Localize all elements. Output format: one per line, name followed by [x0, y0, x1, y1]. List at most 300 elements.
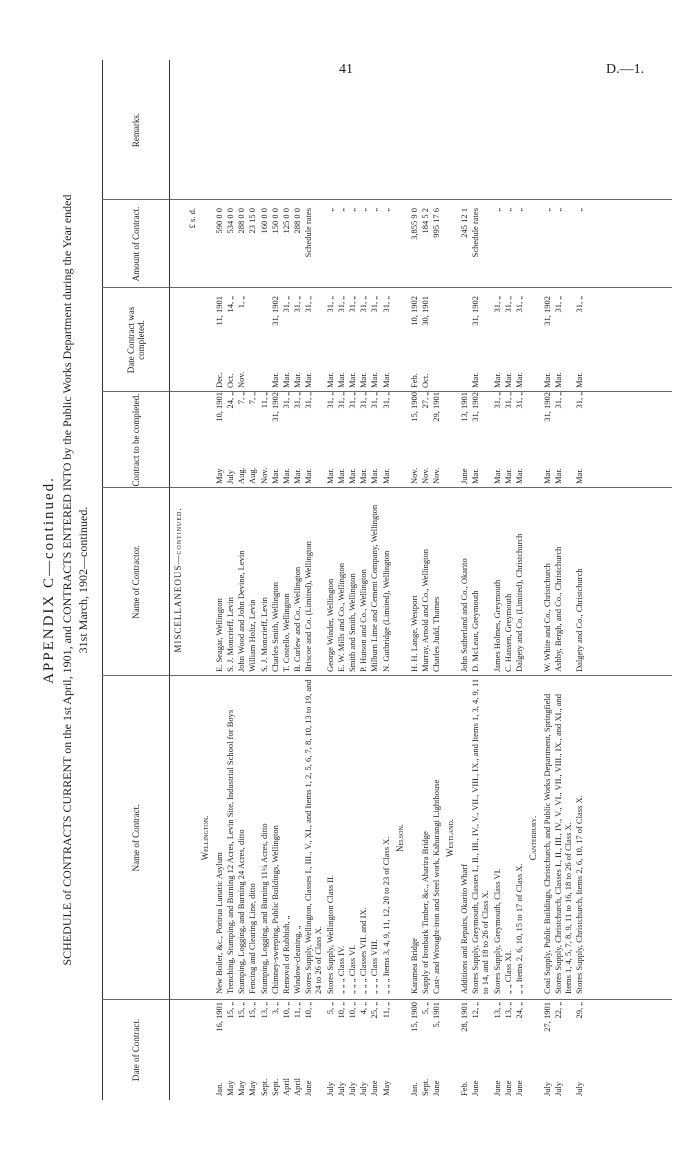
completed-cell: [503, 288, 513, 392]
contract-name: Stores Supply, Wellington, Classes I., III., V., XI., and Items 1, 2, 5, 6, 7, 8, 10, 13 to 19, and 24 to 26 of Class X.: [303, 679, 324, 994]
schedule-title: SCHEDULE of CONTRACTS CURRENT on the 1st April, 1901, and CONTRACTS ENTERED INTO by the Public Works Department during the Year ended: [60, 194, 74, 966]
date-cell: [336, 1000, 346, 1100]
page-code: D.—1.: [606, 62, 645, 77]
rotated-table-page: [40, 60, 680, 1100]
completed-month: Mar.: [303, 372, 314, 388]
date-day: 12, „: [470, 1002, 481, 1019]
to-complete-month: Mar.: [574, 468, 585, 484]
amount-cell: „: [491, 208, 502, 212]
table-row: [459, 60, 469, 1100]
to-complete-month: Aug.: [236, 467, 247, 484]
amount-cell: „: [335, 208, 346, 212]
contractor-name: T. Costello, Wellington: [280, 593, 291, 672]
date-cell: [542, 1000, 552, 1100]
completed-day: 14, „: [224, 296, 235, 313]
to-complete-day: 15, 1900: [408, 392, 419, 422]
date-day: 11, „: [380, 1002, 391, 1019]
amount-cell: 534 0 0: [224, 208, 235, 234]
to-complete-month: Mar.: [369, 468, 380, 484]
contract-name: Stores Supply, Christchurch, Classes I., II., III., IV., V., VI., VII., VIII., IX., and XI., and Items 1, 4, 5, 7, 8, 9, 11 to 16, 18 to 26 of Class X.: [553, 694, 574, 994]
to-complete-cell: [325, 392, 335, 488]
date-cell: [470, 1000, 480, 1100]
completed-day: 31, „: [553, 296, 564, 313]
date-month: Sept.: [269, 1078, 280, 1096]
completed-cell: [336, 288, 346, 392]
completed-cell: [574, 288, 584, 392]
to-complete-month: Mar.: [541, 468, 552, 484]
date-cell: [225, 1000, 235, 1100]
to-complete-cell: [459, 392, 469, 488]
table-row: [270, 60, 280, 1100]
to-complete-month: Mar.: [380, 468, 391, 484]
completed-month: Feb.: [408, 373, 419, 388]
contract-name: „ „ „ Classes VII. and IX.: [358, 907, 369, 994]
contractor-name: George Winder, Wellington: [324, 578, 335, 672]
to-complete-month: Nov.: [419, 467, 430, 484]
date-month: July: [574, 1081, 585, 1096]
table-row: [492, 60, 502, 1100]
date-cell: [503, 1000, 513, 1100]
completed-cell: [281, 288, 291, 392]
date-day: 10, „: [347, 1002, 358, 1019]
to-complete-day: 31, „: [303, 392, 314, 409]
contract-name: Stumping, Logging, and Burning 24 Acres, ditto: [236, 829, 247, 994]
completed-month: Mar.: [280, 372, 291, 388]
to-complete-month: Mar.: [513, 468, 524, 484]
contractor-name: P. Hutson and Co., Wellington: [358, 569, 369, 672]
completed-month: Mar.: [269, 372, 280, 388]
completed-month: Mar.: [358, 372, 369, 388]
table-row: [358, 60, 368, 1100]
amount-cell: 590 0 0: [213, 208, 224, 234]
date-month: July: [553, 1081, 564, 1096]
section-row: [197, 60, 214, 1100]
header-amount: [103, 200, 169, 288]
contract-name: „ „ Class XI.: [502, 950, 513, 994]
completed-cell: [347, 288, 357, 392]
table-row: [409, 60, 419, 1100]
completed-day: 31, „: [358, 296, 369, 313]
completed-month: Mar.: [347, 372, 358, 388]
to-complete-cell: [303, 392, 313, 488]
page-number: 41: [339, 62, 353, 77]
to-complete-day: 31, „: [324, 392, 335, 409]
table-row: [325, 60, 335, 1100]
to-complete-day: 13, 1901: [458, 392, 469, 422]
to-complete-cell: [431, 392, 441, 488]
amount-cell: „: [502, 208, 513, 212]
date-day: 13, „: [258, 1002, 269, 1019]
amount-cell: „: [541, 208, 552, 212]
completed-day: 31, „: [292, 296, 303, 313]
contractor-name: E. Seagar, Wellington: [213, 598, 224, 672]
contract-name: Removal of Rubbish, „: [280, 915, 291, 994]
completed-cell: [214, 288, 224, 392]
contract-name: Supply of Ironbark Timber, &c., Aharira Bridge: [419, 831, 430, 994]
to-complete-month: July: [224, 469, 235, 484]
contract-name: „ „ „ Class VI.: [347, 944, 358, 994]
completed-cell: [292, 288, 302, 392]
header-contractor: Name of Contractor.: [130, 545, 141, 619]
header-amount-label: Amount of Contract.: [130, 206, 141, 282]
contract-name: Karamea Bridge: [408, 938, 419, 994]
contract-name: „ „ Items 2, 6, 10, 15 to 17 of Class X.: [513, 863, 524, 994]
table-row: [347, 60, 357, 1100]
date-month: Sept.: [419, 1078, 430, 1096]
contract-name: New Boiler, &c., Porirua Lunatic Asylum: [213, 852, 224, 994]
to-complete-cell: [292, 392, 302, 488]
date-day: 10, „: [335, 1002, 346, 1019]
date-month: May: [224, 1080, 235, 1096]
completed-month: Mar.: [553, 372, 564, 388]
amount-cell: 288 0 0: [236, 208, 247, 234]
amount-cell: Schedule rates: [303, 208, 314, 258]
to-complete-cell: [514, 392, 524, 488]
completed-cell: [420, 288, 430, 392]
table-row: [259, 60, 269, 1100]
contract-name: Stores Supply, Greymouth, Class VI.: [491, 868, 502, 994]
completed-day: 31, „: [574, 296, 585, 313]
date-cell: [281, 1000, 291, 1100]
contractor-name: N. Gutbridge (Limited), Wellington: [380, 550, 391, 672]
completed-month: Oct.: [419, 373, 430, 388]
amount-cell: 23 15 0: [247, 208, 258, 234]
contractor-name: S. J. Moncrieff, Levin: [258, 597, 269, 672]
amount-cell: „: [380, 208, 391, 212]
table-row: [503, 60, 513, 1100]
to-complete-month: June: [458, 468, 469, 484]
completed-day: 31, „: [303, 296, 314, 313]
contractor-name: B. Curlew and Co., Wellington: [292, 566, 303, 672]
to-complete-day: 31, „: [502, 392, 513, 409]
completed-month: Mar.: [324, 372, 335, 388]
date-month: July: [358, 1081, 369, 1096]
section-heading: Wellington.: [199, 815, 210, 861]
table-row: [470, 60, 490, 1100]
date-day: 11, „: [292, 1002, 303, 1019]
to-complete-cell: [492, 392, 502, 488]
date-cell: [381, 1000, 391, 1100]
to-complete-cell: [574, 392, 584, 488]
contractor-name: W. White and Co., Christchurch: [541, 563, 552, 672]
contractor-name: S. J. Moncrieff, Levin: [224, 597, 235, 672]
date-cell: [514, 1000, 524, 1100]
section-heading: Westland.: [445, 818, 456, 858]
contractor-name: Ashby, Bergh, and Co., Christchurch: [553, 546, 564, 672]
contract-name: Additions and Repairs, Okarito Wharf: [458, 864, 469, 994]
amount-cell: Schedule rates: [470, 208, 481, 258]
table-row: [574, 60, 584, 1100]
date-day: 28, 1901: [458, 1002, 469, 1032]
currency-units: £ s. d.: [186, 208, 197, 229]
table-row: [303, 60, 323, 1100]
date-day: 29, „: [574, 1002, 585, 1019]
section-heading: Nelson.: [394, 823, 405, 853]
completed-day: 31, „: [491, 296, 502, 313]
to-complete-day: 31, „: [369, 392, 380, 409]
to-complete-cell: [336, 392, 346, 488]
to-complete-day: 24, „: [224, 392, 235, 409]
date-month: June: [369, 1080, 380, 1096]
completed-month: Mar.: [491, 372, 502, 388]
date-day: 25, „: [369, 1002, 380, 1019]
to-complete-cell: [270, 392, 280, 488]
completed-cell: [236, 288, 246, 392]
date-cell: [420, 1000, 430, 1100]
to-complete-month: May: [213, 468, 224, 484]
section-row: [525, 60, 542, 1100]
contractor-name: Milburn Lime and Cement Company, Wellington: [369, 504, 380, 672]
date-day: 3, „: [269, 1002, 280, 1015]
to-complete-day: 31, „: [491, 392, 502, 409]
contract-name: Fencing and Clearing Line, ditto: [247, 883, 258, 994]
table-row: [431, 60, 441, 1100]
date-cell: [303, 1000, 313, 1100]
date-month: June: [430, 1080, 441, 1096]
completed-day: 31, „: [502, 296, 513, 313]
section-row: [170, 60, 187, 1100]
completed-month: Mar.: [470, 372, 481, 388]
to-complete-day: 31, 1902: [269, 392, 280, 422]
date-month: June: [502, 1080, 513, 1096]
to-complete-month: Mar.: [502, 468, 513, 484]
completed-cell: [542, 288, 552, 392]
amount-cell: „: [553, 208, 564, 212]
date-month: July: [541, 1081, 552, 1096]
completed-cell: [470, 288, 480, 392]
to-complete-day: 31, „: [347, 392, 358, 409]
table-row: [214, 60, 224, 1100]
date-day: 13, „: [502, 1002, 513, 1019]
amount-cell: 125 0 0: [280, 208, 291, 234]
to-complete-cell: [542, 392, 552, 488]
table-row: [225, 60, 235, 1100]
completed-day: 11, 1901: [213, 296, 224, 326]
date-cell: [347, 1000, 357, 1100]
date-day: 4, „: [358, 1002, 369, 1015]
to-complete-cell: [470, 392, 480, 488]
completed-cell: [325, 288, 335, 392]
to-complete-month: Mar.: [347, 468, 358, 484]
amount-cell: 245 12 1: [458, 208, 469, 238]
completed-month: Mar.: [541, 372, 552, 388]
date-cell: [236, 1000, 246, 1100]
date-month: May: [247, 1080, 258, 1096]
date-month: Jan.: [408, 1082, 419, 1096]
contract-name: Coal Supply, Public Buildings, Christchurch, and Public Works Department, Springfield: [541, 693, 552, 994]
to-complete-day: 31, „: [292, 392, 303, 409]
date-day: 15, „: [236, 1002, 247, 1019]
contractor-name: Dalgety and Co. (Limited), Christchurch: [513, 533, 524, 672]
completed-day: 31, „: [513, 296, 524, 313]
date-month: Sept.: [258, 1078, 269, 1096]
completed-cell: [303, 288, 313, 392]
to-complete-day: 31, „: [574, 392, 585, 409]
amount-cell: 288 0 0: [292, 208, 303, 234]
contractor-name: John Sutherland and Co., Okarito: [458, 558, 469, 672]
completed-cell: [270, 288, 280, 392]
date-month: April: [292, 1078, 303, 1096]
date-month: July: [335, 1081, 346, 1096]
contract-name: „ „ „ Items 3, 4, 9, 11, 12, 20 to 23 of Class X.: [380, 836, 391, 994]
amount-cell: 3,855 9 0: [408, 208, 419, 240]
contract-name: „ „ „ Class VIII.: [369, 939, 380, 994]
to-complete-month: Mar.: [292, 468, 303, 484]
completed-day: 30, 1901: [419, 296, 430, 326]
amount-cell: „: [324, 208, 335, 212]
table-row: [381, 60, 391, 1100]
completed-day: 31, „: [380, 296, 391, 313]
date-cell: [574, 1000, 584, 1100]
completed-cell: [492, 288, 502, 392]
completed-month: Oct.: [224, 373, 235, 388]
date-day: 16, 1901: [213, 1002, 224, 1032]
to-complete-cell: [347, 392, 357, 488]
contractor-name: Murray, Arnold and Co., Wellington: [419, 548, 430, 672]
to-complete-month: Nov.: [258, 467, 269, 484]
to-complete-cell: [259, 392, 269, 488]
section-row: [392, 60, 409, 1100]
completed-day: 31, „: [347, 296, 358, 313]
completed-month: Nov.: [236, 371, 247, 388]
table-row: [369, 60, 379, 1100]
date-cell: [325, 1000, 335, 1100]
contract-name: „ „ „ Class IV.: [335, 945, 346, 994]
completed-month: Mar.: [574, 372, 585, 388]
completed-cell: [409, 288, 419, 392]
date-cell: [214, 1000, 224, 1100]
completed-cell: [225, 288, 235, 392]
to-complete-day: 31, 1902: [541, 392, 552, 422]
completed-month: Mar.: [513, 372, 524, 388]
amount-cell: „: [513, 208, 524, 212]
contractor-name: Dalgety and Co., Christchurch: [574, 568, 585, 672]
table-row: [553, 60, 573, 1100]
to-complete-month: Mar.: [280, 468, 291, 484]
date-day: 10, „: [280, 1002, 291, 1019]
table-row: [542, 60, 552, 1100]
contract-name: Stores Supply, Christchurch, Items 2, 6, 10, 17 of Class X.: [574, 795, 585, 994]
date-day: 13, „: [491, 1002, 502, 1019]
contractor-name: James Holmes, Greymouth: [491, 579, 502, 672]
date-day: 5, „: [324, 1002, 335, 1015]
completed-month: Mar.: [292, 372, 303, 388]
to-complete-cell: [247, 392, 257, 488]
to-complete-day: 11, „: [258, 392, 269, 409]
date-month: Jan.: [213, 1082, 224, 1096]
contractor-name: E. W. Mills and Co., Wellington: [335, 563, 346, 672]
completed-month: Mar.: [335, 372, 346, 388]
date-day: 5, 1901: [430, 1002, 441, 1028]
to-complete-day: 31, 1902: [470, 392, 481, 422]
contract-name: Stores Supply, Wellington Class II.: [324, 874, 335, 994]
completed-month: Mar.: [369, 372, 380, 388]
date-day: 15, „: [224, 1002, 235, 1019]
completed-day: 31, „: [280, 296, 291, 313]
completed-month: Dec.: [213, 372, 224, 388]
date-month: July: [324, 1081, 335, 1096]
completed-day: 1, „: [236, 296, 247, 309]
to-complete-day: 31, „: [335, 392, 346, 409]
date-cell: [553, 1000, 563, 1100]
date-month: May: [380, 1080, 391, 1096]
contractor-name: Smith and Smith, Wellington: [347, 573, 358, 672]
table-row: [420, 60, 430, 1100]
completed-day: 10, 1902: [408, 296, 419, 326]
completed-day: 31, „: [335, 296, 346, 313]
completed-day: 31, 1902: [269, 296, 280, 326]
section-heading-misc: MISCELLANEOUS—continued.: [173, 507, 183, 653]
amount-cell: 184 5 2: [419, 208, 430, 234]
to-complete-month: Aug.: [247, 467, 258, 484]
completed-day: 31, „: [324, 296, 335, 313]
appendix-title: APPENDIX C—continued.: [41, 476, 57, 684]
contract-name: Stores Supply, Greymouth, Classes I., II., III., IV., V., VII., VIII., IX., and Items 1, 3, 4, 9, 11 to 14, and 18 to 26 of Class X.: [470, 678, 491, 994]
to-complete-month: Mar.: [335, 468, 346, 484]
to-complete-cell: [381, 392, 391, 488]
contractor-name: H. H. Lange, Westport: [408, 595, 419, 672]
to-complete-cell: [553, 392, 563, 488]
completed-day: 31, 1902: [541, 296, 552, 326]
contractor-name: William Holtz, Levin: [247, 599, 258, 672]
date-cell: [292, 1000, 302, 1100]
date-month: June: [513, 1080, 524, 1096]
header-remarks: Remarks.: [130, 112, 141, 148]
to-complete-cell: [420, 392, 430, 488]
completed-cell: [553, 288, 563, 392]
completed-cell: [514, 288, 524, 392]
schedule-title-line3: 31st March, 1902—continued.: [76, 506, 90, 654]
to-complete-day: 31, „: [553, 392, 564, 409]
to-complete-month: Mar.: [553, 468, 564, 484]
date-day: 15, „: [247, 1002, 258, 1019]
table-row: [336, 60, 346, 1100]
to-complete-cell: [503, 392, 513, 488]
table-body: [170, 60, 586, 1100]
contract-name: Cast- and Wrought-iron and Steel work, Kahurangi Lighthouse: [430, 779, 441, 994]
contractor-name: C. Hansen, Greymouth: [502, 593, 513, 672]
date-cell: [492, 1000, 502, 1100]
date-month: June: [303, 1080, 314, 1096]
to-complete-month: Mar.: [303, 468, 314, 484]
date-day: 15, 1900: [408, 1002, 419, 1032]
table-header: [102, 60, 170, 1100]
to-complete-day: 29, 1901: [430, 392, 441, 422]
amount-cell: 995 17 6: [430, 208, 441, 238]
to-complete-day: 7, „: [236, 392, 247, 405]
header-date: Date of Contract.: [130, 1018, 141, 1082]
to-complete-cell: [369, 392, 379, 488]
header-to-complete: Contract to be completed.: [130, 393, 141, 487]
section-heading: Canterbury.: [528, 815, 539, 861]
to-complete-day: 31, „: [513, 392, 524, 409]
contract-name: Trenching, Stumping, and Burning 12 Acres, Levin Site, Industrial School for Boys: [224, 709, 235, 994]
date-cell: [459, 1000, 469, 1100]
date-month: July: [347, 1081, 358, 1096]
to-complete-day: 31, „: [280, 392, 291, 409]
table-row: [236, 60, 246, 1100]
amount-cell: 160 0 0: [258, 208, 269, 234]
completed-cell: [369, 288, 379, 392]
to-complete-cell: [214, 392, 224, 488]
date-cell: [358, 1000, 368, 1100]
contract-name: Window-cleaning, „: [292, 925, 303, 994]
contractor-name: Charles Smith, Wellington: [269, 581, 280, 672]
to-complete-month: Mar.: [269, 468, 280, 484]
date-month: Feb.: [458, 1081, 469, 1096]
completed-month: Mar.: [502, 372, 513, 388]
to-complete-cell: [225, 392, 235, 488]
